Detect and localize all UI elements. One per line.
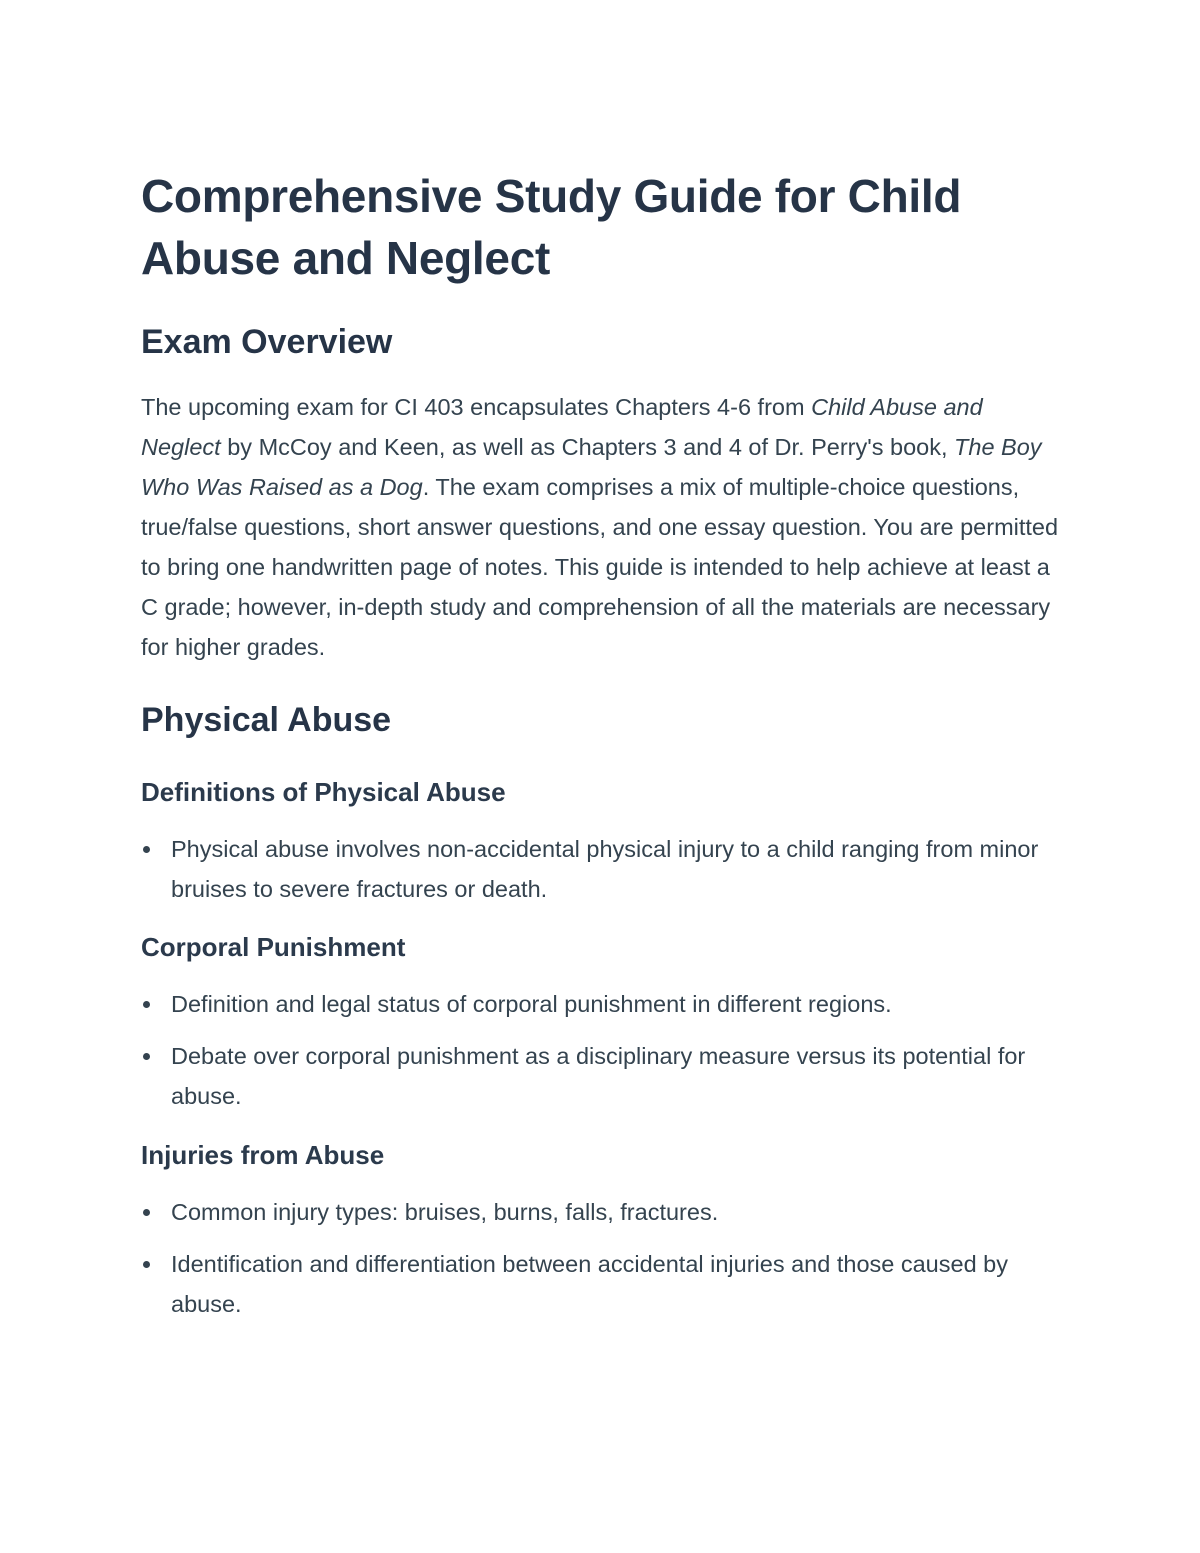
definitions-list [141, 829, 1066, 909]
exam-overview-heading: Exam Overview [141, 323, 393, 361]
overview-text-2: by McCoy and Keen, as well as Chapters 3 and 4 of Dr. Perry's book, [220, 434, 955, 460]
physical-abuse-heading: Physical Abuse [141, 701, 392, 739]
list-item: Definition and legal status of corporal punishment in different regions. [141, 984, 1066, 1024]
definitions-heading: Definitions of Physical Abuse [141, 777, 506, 807]
document-page [141, 165, 1066, 1324]
injuries-list [141, 1192, 1066, 1324]
bullet-icon [143, 1053, 150, 1060]
list-item: Debate over corporal punishment as a disciplinary measure versus its potential for abuse. [141, 1036, 1066, 1116]
list-item: Identification and differentiation between accidental injuries and those caused by abuse. [141, 1244, 1066, 1324]
book-title-child-abuse-and-neglect: Child Abuse and Neglect [141, 394, 983, 460]
bullet-icon [143, 1261, 150, 1268]
overview-text-3: . The exam comprises a mix of multiple-choice questions, true/false questions, short answer questions, and one essay question. You are permitted to bring one handwritten page of notes. This guide is intended to help achieve at least a C grade; however, in-depth study and comprehension of all the materials are necessary for higher grades. [141, 474, 1059, 660]
bullet-icon [143, 846, 150, 853]
injuries-heading: Injuries from Abuse [141, 1140, 385, 1170]
exam-overview-paragraph [141, 387, 1066, 667]
list-item: Physical abuse involves non-accidental physical injury to a child ranging from minor bruises to severe fractures or death. [141, 829, 1066, 909]
corporal-punishment-heading: Corporal Punishment [141, 932, 406, 962]
overview-text-1: The upcoming exam for CI 403 encapsulates Chapters 4-6 from [141, 394, 812, 420]
bullet-icon [143, 1001, 150, 1008]
book-title-boy-raised-as-dog: The Boy Who Was Raised as a Dog [141, 434, 1042, 500]
document-title: Comprehensive Study Guide for Child Abuse and Neglect [141, 170, 962, 284]
corporal-punishment-list [141, 984, 1066, 1116]
list-item: Common injury types: bruises, burns, falls, fractures. [141, 1192, 1066, 1232]
bullet-icon [143, 1209, 150, 1216]
